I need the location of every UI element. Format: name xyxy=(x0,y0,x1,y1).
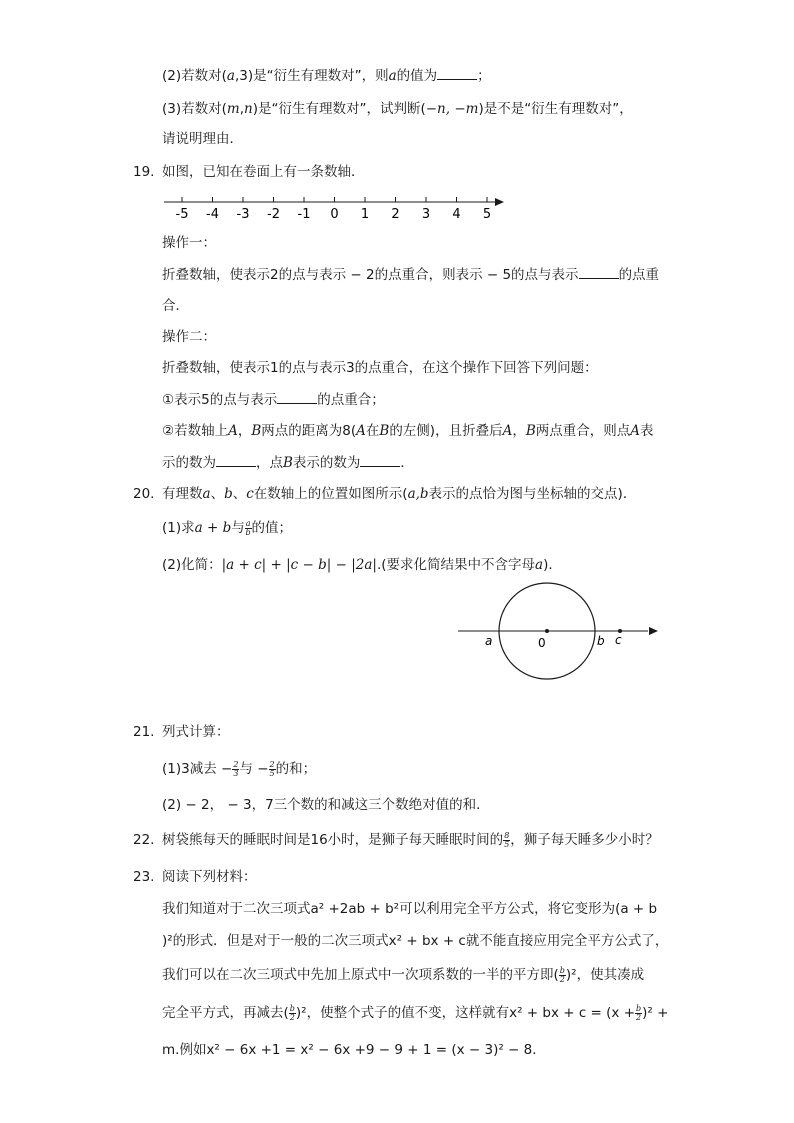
question-number: 22. xyxy=(133,832,155,848)
fraction: $\frac{2}{3}$ xyxy=(233,759,239,778)
tick-label: 1 xyxy=(360,207,370,222)
q19-op2-i: ①表示5的点与表示 的点重合； xyxy=(162,392,385,408)
q23-line2: )²的形式．但是对于一般的二次三项式x² + bx + c就不能直接应用完全平方公式了， xyxy=(162,933,669,949)
question-number: 19. xyxy=(133,164,155,180)
tick-label: 3 xyxy=(421,207,431,222)
tick-label: -4 xyxy=(206,207,219,222)
q21-part2: (2) − 2， − 3，7三个数的和减这三个数绝对值的和． xyxy=(162,797,490,813)
question-number: 23. xyxy=(133,869,155,885)
answer-blank[interactable] xyxy=(437,67,477,80)
fraction: $\frac{a}{b}$ xyxy=(245,518,251,537)
q21-part1: (1)3减去 − $\frac{2}{3}$ 与 − $\frac{2}{5}$ 的和； xyxy=(162,759,317,778)
tick-label: 0 xyxy=(330,207,339,222)
fraction: $\frac{b}{2}$ xyxy=(636,1003,642,1022)
q19-op2-title: 操作二： xyxy=(162,329,216,345)
q18-part3: (3)若数对(m,n)是“衍生有理数对”，试判断(−n, −m)是不是“衍生有理数对”， xyxy=(162,101,633,117)
q19-op1-text: 折叠数轴，使表示2的点与表示 − 2的点重合，则表示 − 5的点与表示 的点重 xyxy=(162,267,660,283)
tick-label: -2 xyxy=(267,207,280,222)
q19-op2-text: 折叠数轴，使表示1的点与表示3的点重合，在这个操作下回答下列问题： xyxy=(162,360,598,376)
label-b: b xyxy=(597,634,605,648)
fraction: $\frac{b}{2}$ xyxy=(559,965,565,984)
tick-label: 5 xyxy=(482,207,492,222)
q22-text: 树袋熊每天的睡眠时间是16小时，是狮子每天睡眠时间的 $\frac{8}{5}$ ，狮子每天睡多少小时？ xyxy=(162,830,659,849)
fraction: $\frac{b}{2}$ xyxy=(289,1003,295,1022)
answer-blank[interactable] xyxy=(360,454,400,467)
label-origin: 0 xyxy=(538,636,546,650)
q19-intro: 如图，已知在卷面上有一条数轴． xyxy=(162,164,365,180)
answer-blank[interactable] xyxy=(216,454,256,467)
tick-label: -3 xyxy=(236,207,250,222)
origin-dot xyxy=(545,629,549,633)
label-c: c xyxy=(615,633,622,647)
circle-number-line-figure xyxy=(450,578,670,688)
q18-part3-cont: 请说明理由． xyxy=(162,131,243,147)
q19-op2-iii: 示的数为 ，点B表示的数为 ． xyxy=(162,455,414,471)
tick-label: -1 xyxy=(297,207,311,222)
number-line-figure xyxy=(160,190,510,224)
label-a: a xyxy=(485,634,493,648)
axis-arrow xyxy=(649,627,658,635)
q23-line4: 完全平方式，再减去( $\frac{b}{2}$ )²，使整个式子的值不变，这样就有x² + bx + c = (x + $\frac{b}{2}$ )² + xyxy=(162,1003,669,1022)
q23-line1: 我们知道对于二次三项式a² +2ab + b²可以利用完全平方公式，将它变形为(a + b xyxy=(162,901,658,917)
q20-part1: (1)求a + b与 $\frac{a}{b}$ 的值； xyxy=(162,518,292,537)
tick-label: -5 xyxy=(175,207,189,222)
q19-op2-ii: ②若数轴上A，B两点的距离为8(A在B的左侧)，且折叠后A，B两点重合，则点A表 xyxy=(162,423,654,439)
question-number: 20. xyxy=(133,486,155,502)
q20-intro: 有理数a、b、c在数轴上的位置如图所示(a,b表示的点恰为图与坐标轴的交点)． xyxy=(162,486,637,502)
q23-line5: m.例如x² − 6x +1 = x² − 6x +9 − 9 + 1 = (x − 3)² − 8． xyxy=(162,1042,546,1058)
q23-intro: 阅读下列材料： xyxy=(162,869,257,885)
answer-blank[interactable] xyxy=(579,266,619,279)
q20-part2: (2)化简：|a + c| + |c − b| − |2a|.(要求化简结果中不含字母a)． xyxy=(162,557,562,573)
q19-op1-cont: 合． xyxy=(162,298,189,314)
q23-line3: 我们可以在二次三项式中先加上原式中一次项系数的一半的平方即( $\frac{b}{2}$ )²，使其凑成 xyxy=(162,965,645,984)
answer-blank[interactable] xyxy=(277,391,317,404)
tick-label: 2 xyxy=(391,207,400,222)
q19-op1-title: 操作一： xyxy=(162,235,216,251)
fraction: $\frac{8}{5}$ xyxy=(504,830,510,849)
q18-part2: (2)若数对(a,3)是“衍生有理数对”，则a的值为 ； xyxy=(162,68,491,84)
fraction: $\frac{2}{5}$ xyxy=(269,759,275,778)
question-number: 21. xyxy=(133,724,155,740)
q21-intro: 列式计算： xyxy=(162,724,230,740)
tick-label: 4 xyxy=(452,207,461,222)
